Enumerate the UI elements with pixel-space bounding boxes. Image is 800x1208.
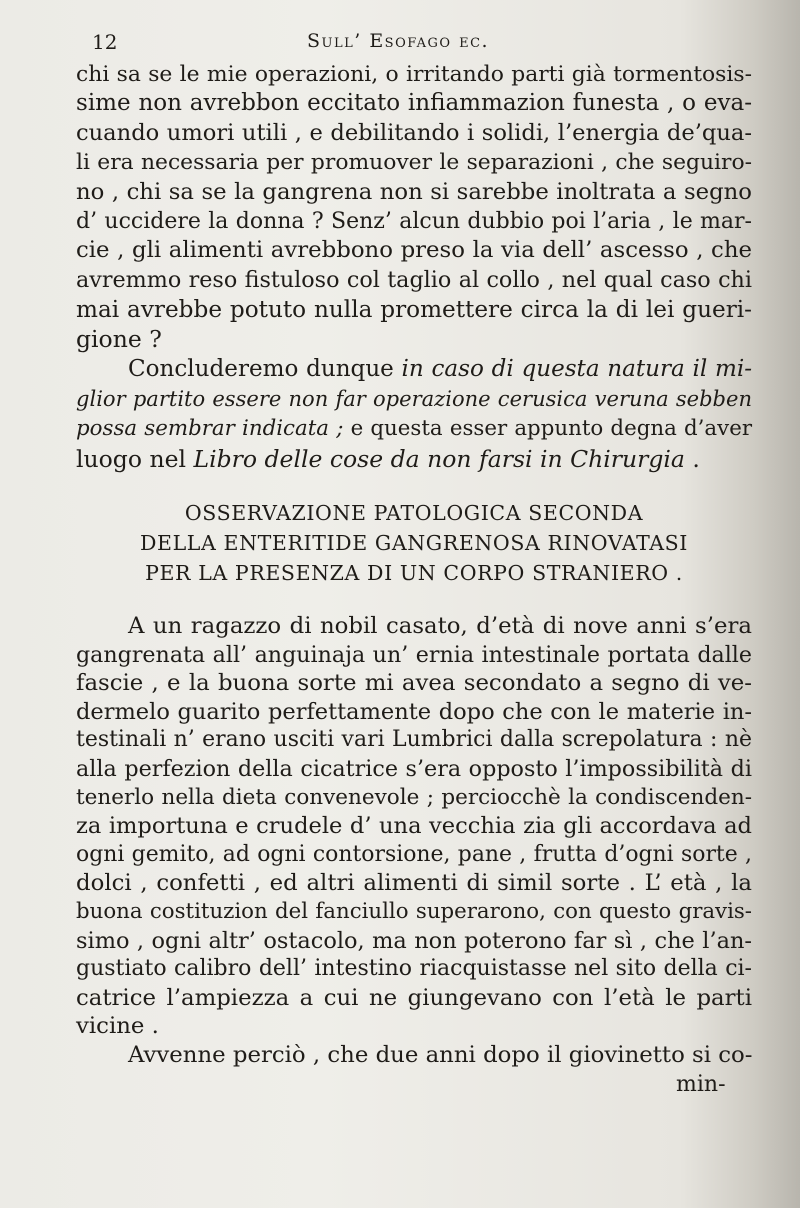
italic-run: Libro delle cose da non farsi in Chirurgia xyxy=(193,445,685,473)
text-line: tenerlo nella dieta convenevole ; perciocchè la condiscenden- xyxy=(76,784,752,810)
running-title: Sull’ Esofago ec. xyxy=(307,30,490,52)
text-line: no , chi sa se la gangrena non si sarebbe inoltrata a segno xyxy=(76,178,752,205)
text-line: cie , gli alimenti avrebbono preso la via dell’ ascesso , che xyxy=(76,237,752,264)
text-line: Avvenne perciò , che due anni dopo il giovinetto si co- xyxy=(128,1042,753,1068)
text-line: gangrenata all’ anguinaja un’ ernia intestinale portata dalle xyxy=(76,641,752,668)
text-line: simo , ogni altr’ ostacolo, ma non poterono far sì , che l’an- xyxy=(76,927,752,954)
heading-line: OSSERVAZIONE PATOLOGICA SECONDA xyxy=(184,501,644,525)
italic-run: glior partito essere non far operazione cerusica veruna sebben xyxy=(76,386,752,411)
text-line xyxy=(76,444,752,474)
heading-line: DELLA ENTERITIDE GANGRENOSA RINOVATASI xyxy=(139,531,689,555)
catchword: min- xyxy=(676,1072,726,1097)
italic-run: in caso di questa natura il mi- xyxy=(401,356,753,382)
text-line xyxy=(76,384,752,414)
paragraph-1 xyxy=(76,60,752,354)
text-line: testinali n’ erano usciti vari Lumbrici dalla screpolatura : nè xyxy=(76,727,752,753)
running-head xyxy=(92,30,752,60)
text-line xyxy=(76,414,752,444)
italic-run: possa sembrar indicata ; xyxy=(76,416,344,441)
text-line: za importuna e crudele d’ una vecchia zia gli accordava ad xyxy=(76,813,752,840)
text-line: mai avrebbe potuto nulla promettere circa la di lei gueri- xyxy=(76,296,752,324)
text-run: e questa esser appunto degna d’aver xyxy=(343,416,753,441)
text-line: avremmo reso fistuloso col taglio al collo , nel qual caso chi xyxy=(76,266,752,293)
text-line: dermelo guarito perfettamente dopo che con le materie in- xyxy=(76,698,752,725)
text-line xyxy=(76,354,752,384)
text-run: . xyxy=(684,445,700,473)
text-line: gione ? xyxy=(76,324,162,353)
text-line: li era necessaria per promuover le separazioni , che seguiro- xyxy=(76,150,752,176)
text-line: sime non avrebbon eccitato infiammazion funesta , o eva- xyxy=(76,90,752,117)
section-heading xyxy=(76,498,752,588)
text-line: alla perfezion della cicatrice s’era opposto l’impossibilità di xyxy=(76,755,752,782)
text-line: A un ragazzo di nobil casato, d’età di nove anni s’era xyxy=(128,613,752,639)
text-run: Concluderemo dunque xyxy=(128,356,402,382)
text-line: ogni gemito, ad ogni contorsione, pane , frutta d’ogni sorte , xyxy=(76,841,752,867)
text-line: catrice l’ampiezza a cui ne giungevano con l’età le parti xyxy=(76,984,752,1011)
text-line: buona costituzion del fanciullo superarono, con questo gravis- xyxy=(76,898,752,924)
page-number: 12 xyxy=(92,30,118,54)
text-line: gustiato calibro dell’ intestino riacquistasse nel sito della ci- xyxy=(76,956,752,982)
paragraph-2 xyxy=(76,354,752,474)
paragraph-3 xyxy=(76,612,752,1041)
text-line: vicine . xyxy=(76,1013,159,1040)
text-line: chi sa se le mie operazioni, o irritando parti già tormentosis- xyxy=(76,62,752,87)
text-line: fascie , e la buona sorte mi avea secondato a segno di ve- xyxy=(76,670,752,697)
text-line: d’ uccidere la donna ? Senz’ alcun dubbio poi l’aria , le mar- xyxy=(76,208,752,234)
heading-line: PER LA PRESENZA DI UN CORPO STRANIERO . xyxy=(145,561,683,585)
paragraph-4 xyxy=(76,1041,752,1070)
text-line: dolci , confetti , ed altri alimenti di simil sorte . L’ età , la xyxy=(76,870,752,897)
text-run: luogo nel xyxy=(76,445,194,473)
text-line: cuando umori utili , e debilitando i solidi, l’energia de’qua- xyxy=(76,119,752,146)
